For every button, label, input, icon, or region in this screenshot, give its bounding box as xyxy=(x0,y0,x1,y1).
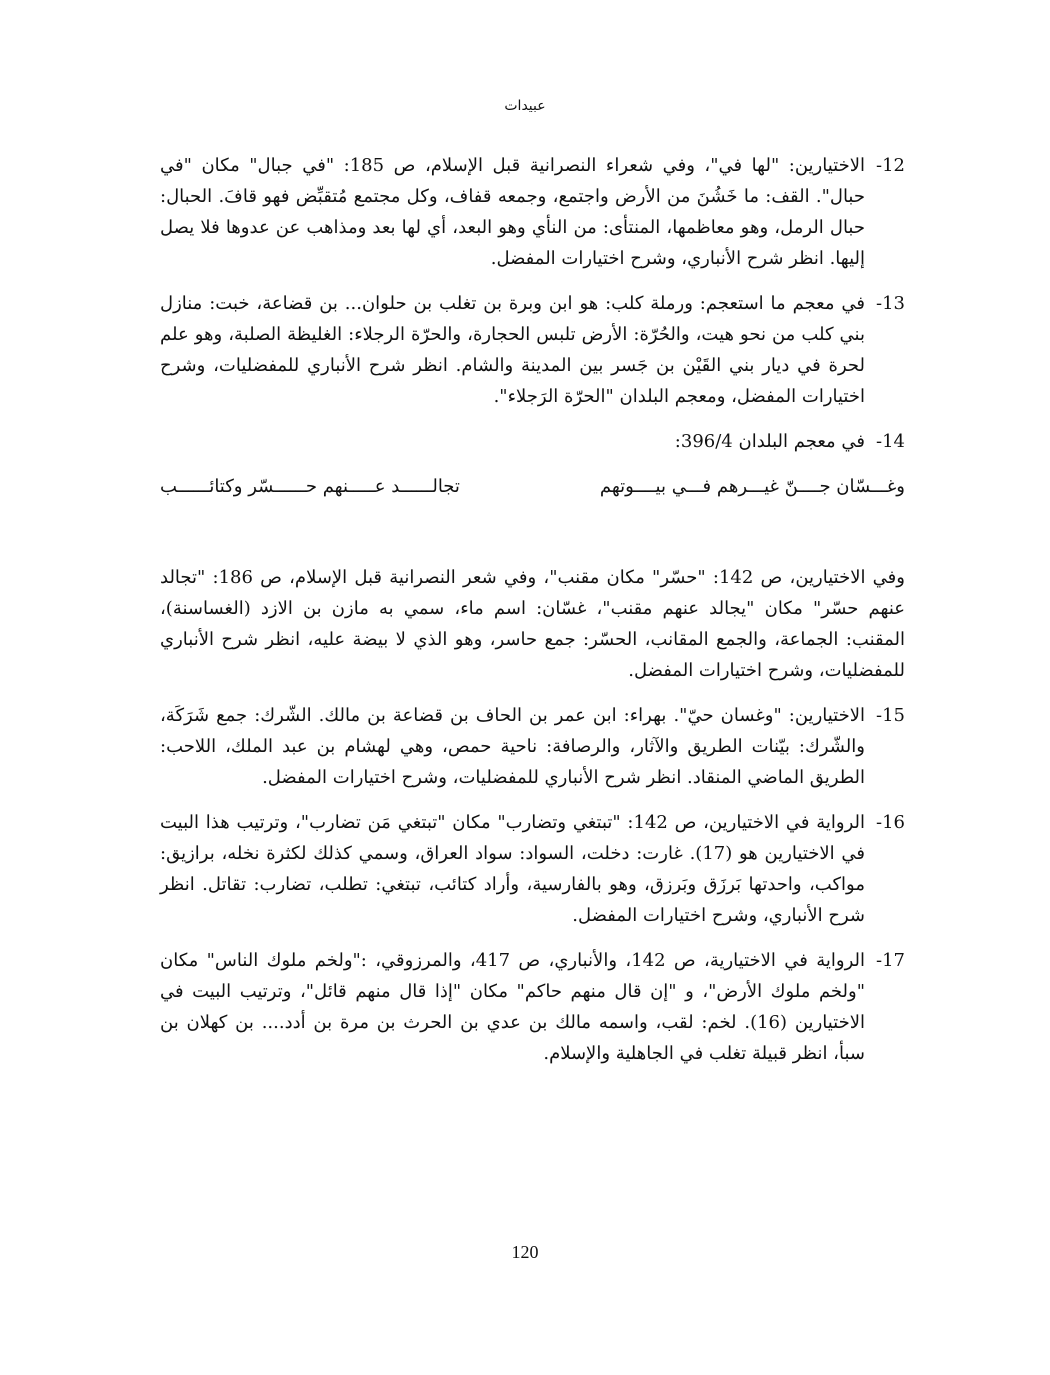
commentary-paragraph: وفي الاختيارين، ص 142: "حسّر" مكان مقنب"، وفي شعر النصرانية قبل الإسلام، ص 186: "تجالد عنهم حسّر" مكان "يجالد عنهم مقنب"، غسّان: اسم ماء، سمي به مازن بن الازد (الغساسنة)، المقنب: الجماعة، والجمع المقانب، الحسّر: جمع حاسر، وهو الذي لا بيضة عليه، انظر شرح الأنباري للمفضليات، وشرح اختيارات المفضل. xyxy=(160,567,905,681)
note-14 xyxy=(160,426,905,457)
note-13 xyxy=(160,288,905,412)
running-head: عبيدات xyxy=(504,98,546,114)
note-number: 13- xyxy=(876,293,905,314)
verse-first-hemistich: وغـــسّان جــــنّ غيـــرهم فـــي بيــــوتهم xyxy=(599,476,905,497)
note-text: الرواية في الاختيارين، ص 142: "تبتغي وتضارب" مكان "تبتغي مَن تضارب"، وترتيب هذا البيت في الاختيارين هو (17). غارت: دخلت، السواد: سواد العراق، وسمي كذلك لكثرة نخله، برازيق: مواكب، واحدتها بَرزَق وبَرزق، وهو بالفارسية، وأراد كتائب، تبتغي: تطلب، تضارب: تقاتل. انظر شرح الأنباري، وشرح اختيارات المفضل. xyxy=(160,812,866,926)
note-number: 15- xyxy=(876,705,905,726)
note-16 xyxy=(160,807,905,931)
note-15 xyxy=(160,700,905,793)
note-17 xyxy=(160,945,905,1069)
note-text: في معجم ما استعجم: ورملة كلب: هو ابن وبرة بن تغلب بن حلوان... بن قضاعة، خبت: منازل بني كلب من نحو هيت، والحُرّة: الأرض تلبس الحجارة، والحرّة الرجلاء: الغليظة الصلبة، وهو علم لحرة في ديار بني القَيْن بن جَسر بين المدينة والشام. انظر شرح الأنباري للمفضليات، وشرح اختيارات المفضل، ومعجم البلدان "الحرّة الرَجلاء". xyxy=(160,293,865,407)
note-text: الاختيارين: "وغسان حيّ". بهراء: ابن عمر بن الحاف بن قضاعة بن مالك. الشّرك: جمع شَرَكَة، والشّرك: بيّنات الطريق والآثار، والرصافة: ناحية حمص، وهي لهشام بن عبد الملك، اللاحب: الطريق الماضي المنقاد. انظر شرح الأنباري للمفضليات، وشرح اختيارات المفضل. xyxy=(160,705,865,788)
note-number: 14- xyxy=(876,431,905,452)
footnotes-body xyxy=(160,150,905,1083)
note-number: 16- xyxy=(876,812,905,833)
note-12 xyxy=(160,150,905,274)
note-text: في معجم البلدان 396/4: xyxy=(674,431,865,452)
note-text: الرواية في الاختيارية، ص 142، والأنباري، ص 417، والمرزوقي، :"ولخم ملوك الناس" مكان "ولخم ملوك الأرض"، و "إن قال منهم حاكم" مكان "إذا قال منهم قائل"، وترتيب البيت في الاختيارين (16). لخم: لقب، واسمه مالك بن عدي بن الحرث بن مرة بن أدد.... بن كهلان بن سبأ، انظر قبيلة تغلب في الجاهلية والإسلام. xyxy=(160,950,866,1064)
note-number: 17- xyxy=(876,950,905,971)
poetry-verse xyxy=(160,471,905,502)
note-text: الاختيارين: "لها في"، وفي شعراء النصرانية قبل الإسلام، ص 185: "في جبال" مكان "في حبال". القف: ما خَشُنَ من الأرض واجتمع، وجمعه قفاف، وكل مجتمع مُتقبِّض فهو قافَ. الحبال: حبال الرمل، وهو معاظمها، المنتأى: من النأي وهو البعد، أي لها بعد ومذاهب عن عدوها فلا يصل إليها. انظر شرح الأنباري، وشرح اختيارات المفضل. xyxy=(160,155,865,269)
page-number: 120 xyxy=(511,1242,539,1262)
note-number: 12- xyxy=(876,155,905,176)
verse-second-hemistich: تجالــــــد عـــــنهم حــــــسّر وكتائــــــب xyxy=(160,476,460,497)
